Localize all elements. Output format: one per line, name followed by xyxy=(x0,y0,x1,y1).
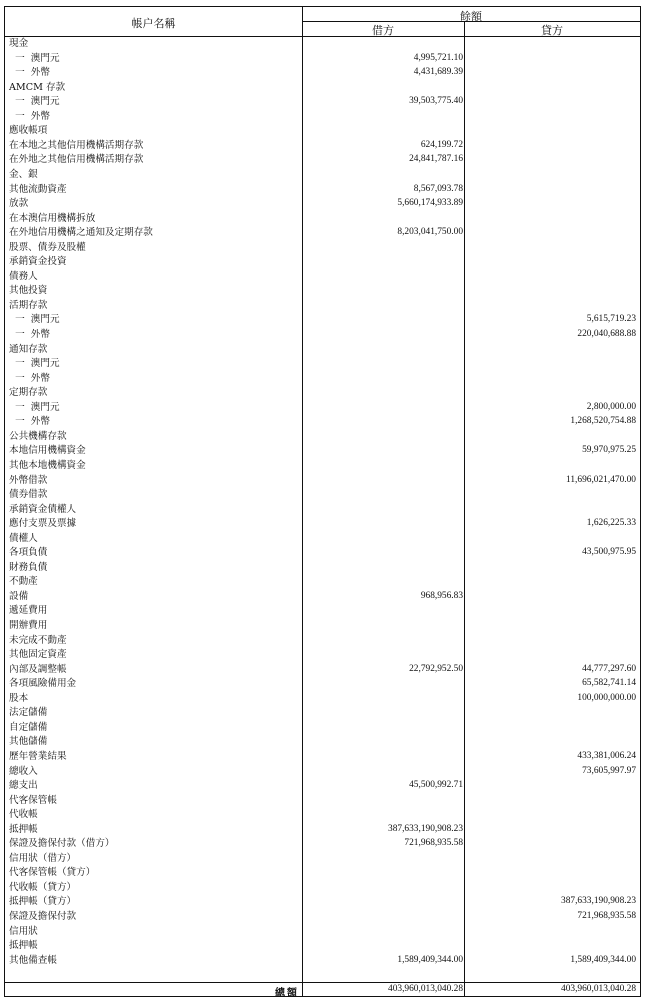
ledger-row xyxy=(5,329,640,340)
account-name: 遞延費用 xyxy=(9,605,48,617)
account-name: 外幣借款 xyxy=(9,474,48,486)
ledger-row xyxy=(5,518,640,529)
account-name: 一 外幣 xyxy=(9,372,50,384)
account-name: 放款 xyxy=(9,198,29,210)
debit-amount: 8,567,093.78 xyxy=(413,183,463,194)
account-name: 其他固定資產 xyxy=(9,649,67,661)
account-name: 活期存款 xyxy=(9,299,48,311)
ledger-row xyxy=(5,242,640,253)
ledger-row xyxy=(5,125,640,136)
ledger-row xyxy=(5,475,640,486)
ledger-row xyxy=(5,373,640,384)
debit-amount: 4,431,689.39 xyxy=(413,67,463,78)
ledger-row xyxy=(5,751,640,762)
account-name: 抵押帳（貸方） xyxy=(9,896,77,908)
ledger-row xyxy=(5,867,640,878)
ledger-row xyxy=(5,431,640,442)
account-name: 設備 xyxy=(9,590,29,602)
account-name: 其他投資 xyxy=(9,285,48,297)
account-name: 一 澳門元 xyxy=(9,401,60,413)
ledger-row xyxy=(5,882,640,893)
debit-amount: 387,633,190,908.23 xyxy=(388,823,463,834)
account-name: 代客保管帳 xyxy=(9,794,57,806)
ledger-row xyxy=(5,38,640,49)
account-name: 一 澳門元 xyxy=(9,96,60,108)
debit-amount: 624,199.72 xyxy=(420,139,463,150)
account-name: 公共機構存款 xyxy=(9,430,67,442)
ledger-row xyxy=(5,824,640,835)
account-name: 內部及調整帳 xyxy=(9,663,67,675)
credit-amount: 220,040,688.88 xyxy=(577,329,636,339)
account-name: 債務人 xyxy=(9,270,38,282)
ledger-row xyxy=(5,402,640,413)
account-name: 代收帳（貸方） xyxy=(9,881,77,893)
debit-amount: 1,589,409,344.00 xyxy=(397,954,463,965)
account-name: 金、銀 xyxy=(9,168,38,180)
ledger-row xyxy=(5,576,640,587)
account-name-header: 帳户名稱 xyxy=(131,17,176,30)
credit-amount: 387,633,190,908.23 xyxy=(561,896,636,907)
account-name: 在本地之其他信用機構活期存款 xyxy=(9,139,144,151)
account-name: 股本 xyxy=(9,692,29,704)
account-name: 總收入 xyxy=(9,765,38,777)
credit-amount: 11,696,021,470.00 xyxy=(566,474,636,485)
credit-amount: 5,615,719.23 xyxy=(586,314,636,325)
account-name: AMCM 存款 xyxy=(9,81,66,93)
ledger-row xyxy=(5,926,640,937)
ledger-row xyxy=(5,707,640,718)
ledger-row xyxy=(5,896,640,907)
ledger-row xyxy=(5,635,640,646)
ledger-row xyxy=(5,140,640,151)
account-name: 應收帳項 xyxy=(9,125,48,137)
credit-amount: 721,968,935.58 xyxy=(577,911,636,921)
ledger-row xyxy=(5,649,640,660)
account-name: 各項風險備用金 xyxy=(9,678,77,690)
credit-amount: 73,605,997.97 xyxy=(582,765,636,776)
ledger-row xyxy=(5,562,640,573)
account-name: 抵押帳 xyxy=(9,940,38,952)
ledger-row xyxy=(5,344,640,355)
debit-amount: 4,995,721.10 xyxy=(413,52,463,63)
account-name: 不動產 xyxy=(9,576,38,588)
credit-amount: 43,500,975.95 xyxy=(582,547,636,558)
account-name: 一 外幣 xyxy=(9,110,50,122)
balance-header: 餘額 xyxy=(460,10,482,23)
account-name: 一 澳門元 xyxy=(9,52,60,64)
account-name: 其他儲備 xyxy=(9,736,48,748)
ledger-row xyxy=(5,620,640,631)
ledger-row xyxy=(5,445,640,456)
account-name: 本地信用機構資金 xyxy=(9,445,86,457)
account-name: 一 澳門元 xyxy=(9,314,60,326)
account-name: 各項負債 xyxy=(9,547,48,559)
credit-amount: 1,268,520,754.88 xyxy=(570,416,636,427)
debit-amount: 5,660,174,933.89 xyxy=(397,198,463,209)
debit-amount: 39,503,775.40 xyxy=(409,96,463,107)
ledger-row xyxy=(5,169,640,180)
account-name: 通知存款 xyxy=(9,343,48,355)
total-debit: 403,960,013,040.28 xyxy=(388,984,463,994)
account-name: 法定儲備 xyxy=(9,707,48,719)
ledger-row xyxy=(5,256,640,267)
ledger-row xyxy=(5,82,640,93)
account-name: 歷年營業結果 xyxy=(9,750,67,762)
account-name: 債券借款 xyxy=(9,489,48,501)
account-name: 承銷資金債權人 xyxy=(9,503,77,515)
account-name: 在外地信用機構之通知及定期存款 xyxy=(9,227,153,239)
ledger-row xyxy=(5,736,640,747)
account-name: 總支出 xyxy=(9,780,38,792)
account-name: 其他流動資產 xyxy=(9,183,67,195)
ledger-row xyxy=(5,780,640,791)
account-name: 在本澳信用機構拆放 xyxy=(9,212,96,224)
ledger-row xyxy=(5,547,640,558)
ledger-row xyxy=(5,300,640,311)
account-name: 在外地之其他信用機構活期存款 xyxy=(9,154,144,166)
account-name: 開辦費用 xyxy=(9,620,48,631)
credit-amount: 433,381,006.24 xyxy=(577,750,636,761)
total-credit: 403,960,013,040.28 xyxy=(561,984,636,994)
ledger-row xyxy=(5,766,640,777)
credit-amount: 59,970,975.25 xyxy=(582,445,636,456)
account-name: 股票、債券及股權 xyxy=(9,241,86,253)
total-label: 總額 xyxy=(275,988,299,999)
credit-amount: 100,000,000.00 xyxy=(577,692,636,703)
credit-amount: 1,626,225.33 xyxy=(586,518,636,529)
account-name: 現金 xyxy=(9,38,29,49)
debit-header: 借方 xyxy=(372,24,394,37)
account-name: 信用狀 xyxy=(9,925,38,937)
ledger-row xyxy=(5,53,640,64)
credit-amount: 1,589,409,344.00 xyxy=(570,954,636,965)
account-name: 其他本地機構資金 xyxy=(9,459,86,471)
ledger-row xyxy=(5,605,640,616)
debit-amount: 45,500,992.71 xyxy=(409,780,463,791)
ledger-row xyxy=(5,227,640,238)
credit-amount: 65,582,741.14 xyxy=(582,678,636,689)
ledger-row xyxy=(5,955,640,966)
account-name: 其他備查帳 xyxy=(9,954,57,966)
ledger-row xyxy=(5,213,640,224)
ledger-table xyxy=(4,6,641,997)
account-name: 一 外幣 xyxy=(9,416,50,428)
account-name: 債權人 xyxy=(9,532,38,544)
account-name: 保證及擔保付款 xyxy=(9,911,77,922)
debit-amount: 721,968,935.58 xyxy=(404,838,463,849)
ledger-row xyxy=(5,314,640,325)
ledger-row xyxy=(5,416,640,427)
credit-amount: 2,800,000.00 xyxy=(586,401,636,412)
account-name: 保證及擔保付款（借方） xyxy=(9,838,115,850)
ledger-row xyxy=(5,285,640,296)
debit-amount: 22,792,952.50 xyxy=(409,663,463,674)
ledger-row xyxy=(5,271,640,282)
credit-amount: 44,777,297.60 xyxy=(582,663,636,674)
account-name: 一 外幣 xyxy=(9,329,50,340)
account-name: 抵押帳 xyxy=(9,823,38,835)
ledger-row xyxy=(5,184,640,195)
ledger-row xyxy=(5,678,640,689)
account-name: 應付支票及票據 xyxy=(9,518,77,530)
debit-amount: 24,841,787.16 xyxy=(409,154,463,165)
account-name: 承銷資金投資 xyxy=(9,256,67,268)
ledger-row xyxy=(5,940,640,951)
account-name: 自定儲備 xyxy=(9,721,48,733)
account-name: 信用狀（借方） xyxy=(9,852,77,864)
account-name: 代收帳 xyxy=(9,809,38,821)
ledger-row xyxy=(5,591,640,602)
debit-amount: 968,956.83 xyxy=(420,590,463,601)
ledger-row xyxy=(5,722,640,733)
ledger-row xyxy=(5,795,640,806)
ledger-row xyxy=(5,693,640,704)
ledger-row xyxy=(5,664,640,675)
ledger-row xyxy=(5,838,640,849)
ledger-row xyxy=(5,154,640,165)
account-name: 一 外幣 xyxy=(9,67,50,79)
ledger-row xyxy=(5,387,640,398)
ledger-row xyxy=(5,809,640,820)
ledger-row xyxy=(5,358,640,369)
ledger-row xyxy=(5,111,640,122)
ledger-row xyxy=(5,198,640,209)
ledger-row xyxy=(5,460,640,471)
ledger-row xyxy=(5,911,640,922)
ledger-row xyxy=(5,853,640,864)
account-name: 財務負債 xyxy=(9,561,48,573)
account-name: 定期存款 xyxy=(9,387,48,399)
account-name: 一 澳門元 xyxy=(9,358,60,370)
ledger-row xyxy=(5,489,640,500)
credit-header: 貸方 xyxy=(541,24,563,37)
ledger-row xyxy=(5,533,640,544)
account-name: 代客保管帳（貸方） xyxy=(9,867,96,879)
debit-amount: 8,203,041,750.00 xyxy=(397,227,463,238)
total-row xyxy=(5,983,640,997)
account-name: 未完成不動產 xyxy=(9,634,67,646)
ledger-row xyxy=(5,96,640,107)
ledger-row xyxy=(5,67,640,78)
ledger-row xyxy=(5,504,640,515)
